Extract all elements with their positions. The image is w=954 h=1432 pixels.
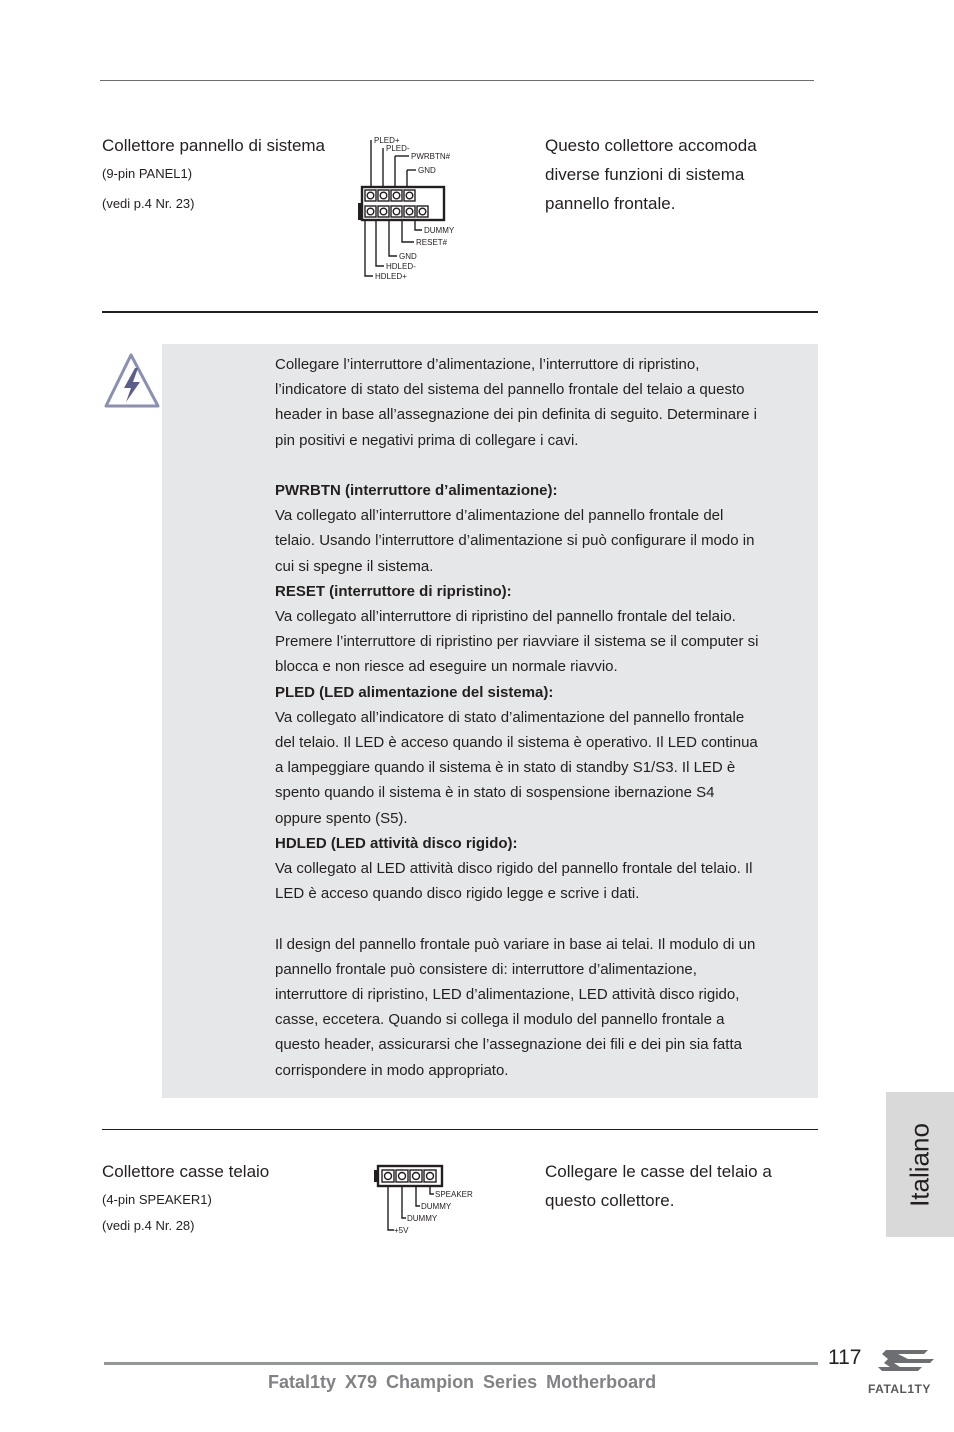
panel-desc-line: pannello frontale.	[545, 194, 676, 213]
note-line: casse, eccetera. Quando si collega il modulo del pannello frontale a	[275, 1011, 725, 1029]
panel1-pin-diagram	[356, 132, 486, 284]
panel-desc-line: diverse funzioni di sistema	[545, 165, 745, 184]
speaker-label-1: DUMMY	[421, 1202, 452, 1211]
panel-header-pins: (9-pin PANEL1)	[102, 166, 193, 181]
page-number: 117	[828, 1346, 862, 1369]
speaker-header-ref: (vedi p.4 Nr. 28)	[102, 1218, 195, 1233]
note-line: header in base all’assegnazione dei pin definita di seguito. Determinare i	[275, 406, 757, 424]
note-line: l’indicatore di stato del sistema del pannello frontale del telaio a questo	[275, 381, 745, 399]
speaker-header-title: Collettore casse telaio	[102, 1162, 270, 1181]
speaker-label-2: DUMMY	[407, 1214, 438, 1223]
note-line: Premere l’interruttore di ripristino per riavviare il sistema se il computer si	[275, 633, 759, 651]
hdled-heading: HDLED (LED attività disco rigido):	[275, 834, 518, 852]
pwrbtn-heading: PWRBTN (interruttore d’alimentazione):	[275, 482, 558, 499]
footer-rule	[104, 1362, 818, 1365]
note-line: cui si spegne il sistema.	[275, 557, 434, 575]
note-line: a lampeggiare quando il sistema è in stato di standby S1/S3. Il LED è	[275, 759, 736, 777]
panel-label-7: HDLED-	[386, 262, 416, 271]
caution-warning-icon	[100, 350, 164, 412]
panel-label-1: PLED-	[386, 144, 410, 153]
panel-label-8: HDLED+	[375, 272, 407, 281]
note-line: Il design del pannello frontale può variare in base ai telai. Il modulo di un	[275, 935, 756, 953]
panel-label-5: RESET#	[416, 238, 448, 247]
language-side-tab	[886, 1092, 954, 1237]
logo-text: FATAL1TY	[868, 1382, 931, 1396]
speaker-label-3: +5V	[394, 1226, 409, 1235]
pled-heading: PLED (LED alimentazione del sistema):	[275, 683, 554, 701]
note-line: Va collegato all’interruttore d’alimentazione del pannello frontale del	[275, 507, 724, 525]
note-line: del telaio. Il LED è acceso quando il sistema è operativo. Il LED continua	[275, 734, 758, 752]
note-line: oppure spento (S5).	[275, 809, 408, 827]
note-line: Va collegato al LED attività disco rigido del pannello frontale del telaio. Il	[275, 860, 753, 878]
panel-desc-line: Questo collettore accomoda	[545, 136, 757, 155]
note-line: pin positivi e negativi prima di collegare i cavi.	[275, 431, 579, 449]
section-rule	[102, 311, 818, 313]
panel-header-ref: (vedi p.4 Nr. 23)	[102, 196, 195, 211]
note-text	[275, 352, 820, 1083]
speaker1-pin-diagram	[372, 1162, 484, 1236]
note-line: questo header, assicurarsi che l’assegnazione dei fili e dei pin sia fatta	[275, 1036, 742, 1054]
panel-label-6: GND	[399, 252, 417, 261]
panel-label-2: PWRBTN#	[411, 152, 451, 161]
panel-header-title: Collettore pannello di sistema	[102, 136, 326, 155]
note-line: Va collegato all’indicatore di stato d’alimentazione del pannello frontale	[275, 708, 745, 726]
note-line: spento quando il sistema è in stato di sospensione ibernazione S4	[275, 784, 715, 802]
note-line: telaio. Usando l’interruttore d’alimentazione si può configurare il modo in	[275, 532, 755, 550]
note-line: interruttore di ripristino, LED d’alimentazione, LED attività disco rigido,	[275, 986, 740, 1004]
speaker-header-description	[545, 1157, 772, 1215]
top-rule	[100, 80, 814, 81]
note-line: Va collegato all’interruttore di ripristino del pannello frontale del telaio.	[275, 608, 736, 626]
panel-label-3: GND	[418, 166, 436, 175]
speaker-label-0: SPEAKER	[435, 1190, 473, 1199]
language-tab-label: Italiano	[904, 1122, 935, 1207]
speaker-section-rule	[102, 1129, 818, 1130]
speaker-header-pins: (4-pin SPEAKER1)	[102, 1192, 212, 1207]
panel-label-0: PLED+	[374, 136, 400, 145]
speaker-desc-line: Collegare le casse del telaio a	[545, 1162, 772, 1181]
note-line: pannello frontale può consistere di: interruttore d’alimentazione,	[275, 960, 697, 978]
note-line: LED è acceso quando disco rigido legge e scrive i dati.	[275, 885, 640, 903]
note-line: corrispondere in modo appropriato.	[275, 1061, 509, 1079]
panel-header-description	[545, 131, 757, 218]
reset-heading: RESET (interruttore di ripristino):	[275, 582, 512, 600]
note-line: blocca e non riesce ad eseguire un normale riavvio.	[275, 658, 618, 676]
footer-title: Fatal1ty X79 Champion Series Motherboard	[268, 1372, 657, 1392]
note-line: Collegare l’interruttore d’alimentazione, l’interruttore di ripristino,	[275, 356, 700, 373]
speaker-desc-line: questo collettore.	[545, 1191, 675, 1210]
panel-label-4: DUMMY	[424, 226, 455, 235]
fatal1ty-logo	[864, 1340, 948, 1400]
